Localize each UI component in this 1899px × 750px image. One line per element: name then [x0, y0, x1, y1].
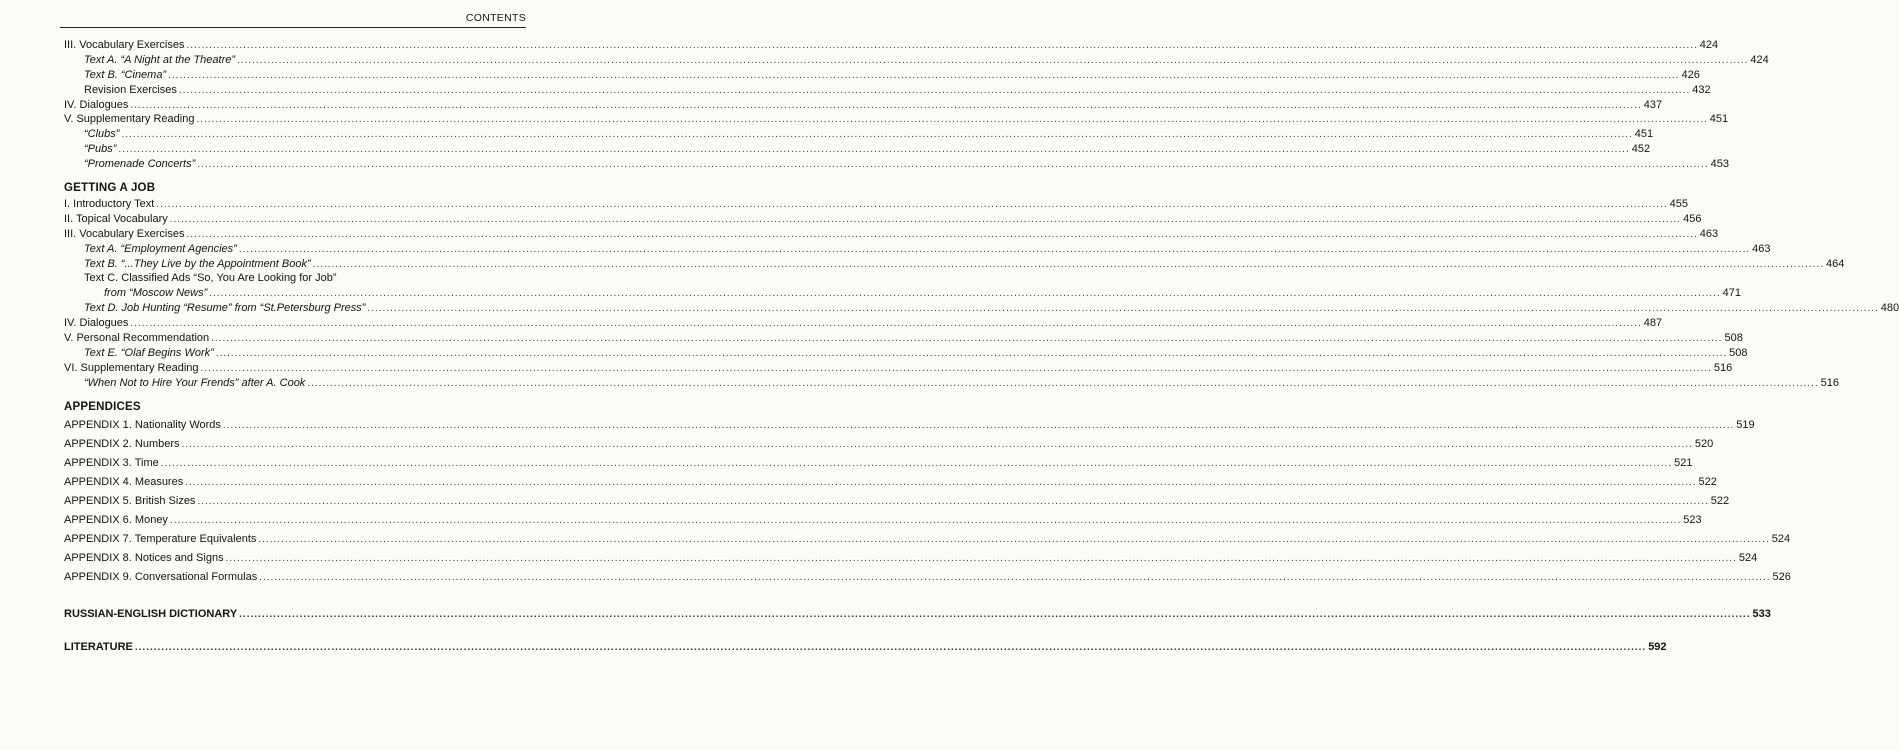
toc-entry-page: 464 [1825, 257, 1845, 270]
toc-entry-page: 426 [1681, 68, 1700, 81]
toc-entry-label: Text D. Job Hunting “Resume” from “St.Petersburg Press” [84, 302, 366, 315]
leader-dots: ................................................................................................................................................................................................................................................................................................................................................................................................................ [209, 288, 1721, 300]
leader-dots: ................................................................................................................................................................................................................................................................................................................................................................................................................ [258, 534, 1770, 546]
toc-entry[interactable] [64, 98, 1663, 113]
toc-entry-label: APPENDIX 7. Temperature Equivalents [64, 533, 257, 546]
toc-entry-label: “Pubs” [84, 143, 117, 156]
toc-entry-page: 463 [1699, 227, 1719, 240]
leader-dots: ................................................................................................................................................................................................................................................................................................................................................................................................................ [156, 199, 1668, 211]
toc-section-continued [64, 38, 1769, 172]
leader-dots: ................................................................................................................................................................................................................................................................................................................................................................................................................ [225, 553, 1737, 565]
leader-dots: ................................................................................................................................................................................................................................................................................................................................................................................................................ [259, 572, 1771, 584]
toc-entry[interactable] [64, 83, 1711, 98]
leader-dots: ................................................................................................................................................................................................................................................................................................................................................................................................................ [367, 303, 1879, 315]
toc-entry-page: 524 [1738, 552, 1758, 565]
toc-entry[interactable] [64, 331, 1743, 346]
toc-entry[interactable] [64, 346, 1748, 361]
toc-entry[interactable] [64, 549, 1758, 568]
leader-dots: ................................................................................................................................................................................................................................................................................................................................................................................................................ [200, 362, 1712, 374]
toc-entry-page: 437 [1643, 98, 1663, 111]
toc-entry-page: 519 [1736, 418, 1755, 431]
running-head [60, 11, 526, 28]
toc-entry-label: APPENDIX 2. Numbers [64, 437, 180, 450]
toc-entry-page: 516 [1820, 376, 1839, 389]
toc-entry-label: APPENDIX 3. Time [64, 456, 159, 469]
toc-entry[interactable] [64, 257, 1845, 272]
toc-entry-label: APPENDIX 8. Notices and Signs [64, 552, 224, 565]
toc-entry-label: Text E. “Olaf Begins Work” [84, 346, 214, 359]
leader-dots: ................................................................................................................................................................................................................................................................................................................................................................................................................ [168, 69, 1680, 81]
toc-entry[interactable] [64, 473, 1717, 492]
toc-entry-page: 487 [1643, 317, 1663, 330]
toc-entry-page: 522 [1698, 475, 1717, 488]
leader-dots: ................................................................................................................................................................................................................................................................................................................................................................................................................ [130, 318, 1642, 330]
toc-entry-label: APPENDIX 5. British Sizes [64, 494, 196, 507]
toc-entry[interactable] [64, 227, 1719, 242]
toc-entry-label: IV. Dialogues [64, 98, 129, 111]
toc-entry-page: 508 [1724, 332, 1743, 345]
leader-dots: ................................................................................................................................................................................................................................................................................................................................................................................................................ [222, 419, 1735, 431]
toc-entry-label: I. Introductory Text [64, 198, 155, 211]
toc-entry[interactable] [64, 271, 526, 286]
leader-dots: ................................................................................................................................................................................................................................................................................................................................................................................................................ [134, 642, 1647, 654]
toc-entry-dictionary[interactable] [64, 607, 1771, 622]
toc-entry-page: 455 [1669, 198, 1688, 211]
section-title-getting-a-job: GETTING A JOB [64, 182, 156, 195]
toc-entry-label: IV. Dialogues [64, 317, 129, 330]
toc-entry-page: 480 [1880, 302, 1899, 315]
toc-entry-page: 451 [1709, 113, 1729, 126]
toc-entry[interactable] [64, 301, 1899, 316]
toc-entry[interactable] [64, 197, 1688, 212]
toc-entry-page: 520 [1694, 437, 1714, 450]
leader-dots: ................................................................................................................................................................................................................................................................................................................................................................................................................ [186, 40, 1698, 51]
toc-entry-label: Text A. “Employment Agencies” [84, 242, 237, 255]
toc-entry[interactable] [64, 286, 1741, 301]
leader-dots: ................................................................................................................................................................................................................................................................................................................................................................................................................ [197, 159, 1709, 171]
leader-dots: ................................................................................................................................................................................................................................................................................................................................................................................................................ [239, 609, 1751, 621]
toc-entry[interactable] [64, 53, 1769, 68]
leader-dots: ................................................................................................................................................................................................................................................................................................................................................................................................................ [118, 144, 1630, 156]
toc-entry-label: Text B. “...They Live by the Appointment Book” [84, 257, 311, 270]
toc-entry[interactable] [64, 530, 1791, 549]
toc-entry[interactable] [64, 568, 1791, 587]
leader-dots: ................................................................................................................................................................................................................................................................................................................................................................................................................ [186, 228, 1698, 240]
toc-section-appendices [64, 416, 1791, 588]
toc-entry[interactable] [64, 142, 1651, 157]
toc-entry[interactable] [64, 435, 1714, 454]
toc-entry-label: RUSSIAN-ENGLISH DICTIONARY [64, 608, 238, 621]
toc-entry-label: Text A. “A Night at the Theatre” [84, 53, 236, 66]
toc-entry-page: 463 [1752, 242, 1771, 255]
toc-entry-label: V. Personal Recommendation [64, 332, 210, 345]
toc-entry-page: 424 [1699, 39, 1719, 51]
toc-entry[interactable] [64, 376, 1839, 391]
toc-entry-page: 522 [1710, 494, 1730, 507]
toc-entry-label: Text B. “Cinema” [84, 68, 167, 81]
toc-entry-label: “When Not to Hire Your Frends” after A. Cook [84, 376, 306, 389]
toc-entry-label: “Promenade Concerts” [84, 158, 196, 171]
leader-dots: ................................................................................................................................................................................................................................................................................................................................................................................................................ [215, 347, 1728, 359]
leader-dots: ................................................................................................................................................................................................................................................................................................................................................................................................................ [307, 377, 1819, 389]
leader-dots: ................................................................................................................................................................................................................................................................................................................................................................................................................ [237, 54, 1749, 66]
leader-dots: ................................................................................................................................................................................................................................................................................................................................................................................................................ [211, 333, 1723, 345]
leader-dots: ................................................................................................................................................................................................................................................................................................................................................................................................................ [169, 213, 1682, 225]
leader-dots: ................................................................................................................................................................................................................................................................................................................................................................................................................ [185, 476, 1697, 488]
toc-entry[interactable] [64, 361, 1733, 376]
toc-entry-page: 592 [1648, 641, 1667, 654]
toc-entry-page: 526 [1772, 571, 1791, 584]
leader-dots: ................................................................................................................................................................................................................................................................................................................................................................................................................ [130, 99, 1642, 111]
toc-entry-label: III. Vocabulary Exercises [64, 39, 185, 51]
leader-dots: ................................................................................................................................................................................................................................................................................................................................................................................................................ [169, 515, 1682, 527]
toc-section-getting-a-job [64, 197, 1899, 391]
leader-dots: ................................................................................................................................................................................................................................................................................................................................................................................................................ [178, 84, 1691, 96]
toc-entry[interactable] [64, 454, 1693, 473]
toc-entry[interactable] [64, 316, 1663, 331]
toc-entry-label: APPENDIX 6. Money [64, 514, 168, 527]
running-head-title: CONTENTS [465, 12, 526, 24]
toc-entry-label: Text C. Classified Ads “So, You Are Looking for Job” [84, 272, 337, 285]
toc-entry-page: 523 [1683, 514, 1702, 527]
leader-dots: ................................................................................................................................................................................................................................................................................................................................................................................................................ [160, 457, 1673, 469]
toc-entry-page: 456 [1683, 212, 1702, 225]
leader-dots: ................................................................................................................................................................................................................................................................................................................................................................................................................ [181, 438, 1693, 450]
leader-dots: ................................................................................................................................................................................................................................................................................................................................................................................................................ [196, 114, 1708, 126]
toc-entry-page: 521 [1674, 456, 1693, 469]
toc-entry-label: VI. Supplementary Reading [64, 361, 199, 374]
toc-entry-label: II. Topical Vocabulary [64, 212, 168, 225]
toc-entry-label: APPENDIX 9. Conversational Formulas [64, 571, 258, 584]
toc-entry-label: III. Vocabulary Exercises [64, 227, 185, 240]
toc-entry[interactable] [64, 416, 1755, 435]
leader-dots: ................................................................................................................................................................................................................................................................................................................................................................................................................ [312, 258, 1824, 270]
toc-entry[interactable] [64, 157, 1729, 172]
toc-entry-label: “Clubs” [84, 128, 120, 141]
table-of-contents [64, 38, 1899, 655]
toc-entry-literature[interactable] [64, 640, 1667, 655]
leader-dots: ................................................................................................................................................................................................................................................................................................................................................................................................................ [197, 495, 1709, 507]
toc-entry[interactable] [64, 242, 1771, 257]
toc-entry[interactable] [64, 68, 1700, 83]
toc-entry-label: V. Supplementary Reading [64, 113, 195, 126]
toc-entry-page: 451 [1634, 128, 1654, 141]
leader-dots: ................................................................................................................................................................................................................................................................................................................................................................................................................ [121, 129, 1633, 141]
toc-entry-label: Revision Exercises [84, 83, 177, 96]
toc-entry-page: 453 [1710, 158, 1729, 171]
toc-entry-page: 524 [1771, 533, 1791, 546]
toc-entry[interactable] [64, 38, 1719, 53]
toc-entry-page: 516 [1713, 361, 1733, 374]
toc-entry-label: APPENDIX 4. Measures [64, 475, 184, 488]
toc-entry-label: APPENDIX 1. Nationality Words [64, 418, 221, 431]
toc-entry[interactable] [64, 492, 1730, 511]
toc-entry-page: 533 [1752, 608, 1771, 621]
section-title-appendices: APPENDICES [64, 400, 141, 413]
toc-entry[interactable] [64, 511, 1702, 530]
toc-entry-page: 424 [1750, 53, 1769, 66]
toc-entry-label: LITERATURE [64, 641, 133, 654]
toc-entry-label: from “Moscow News” [104, 287, 208, 300]
toc-entry[interactable] [64, 127, 1654, 142]
toc-entry-page: 471 [1722, 287, 1741, 300]
toc-entry-page: 452 [1631, 143, 1651, 156]
toc-entry[interactable] [64, 212, 1702, 227]
toc-entry-page: 508 [1729, 346, 1748, 359]
toc-entry-page: 432 [1692, 83, 1711, 96]
leader-dots: ................................................................................................................................................................................................................................................................................................................................................................................................................ [238, 243, 1751, 255]
toc-entry[interactable] [64, 112, 1729, 127]
